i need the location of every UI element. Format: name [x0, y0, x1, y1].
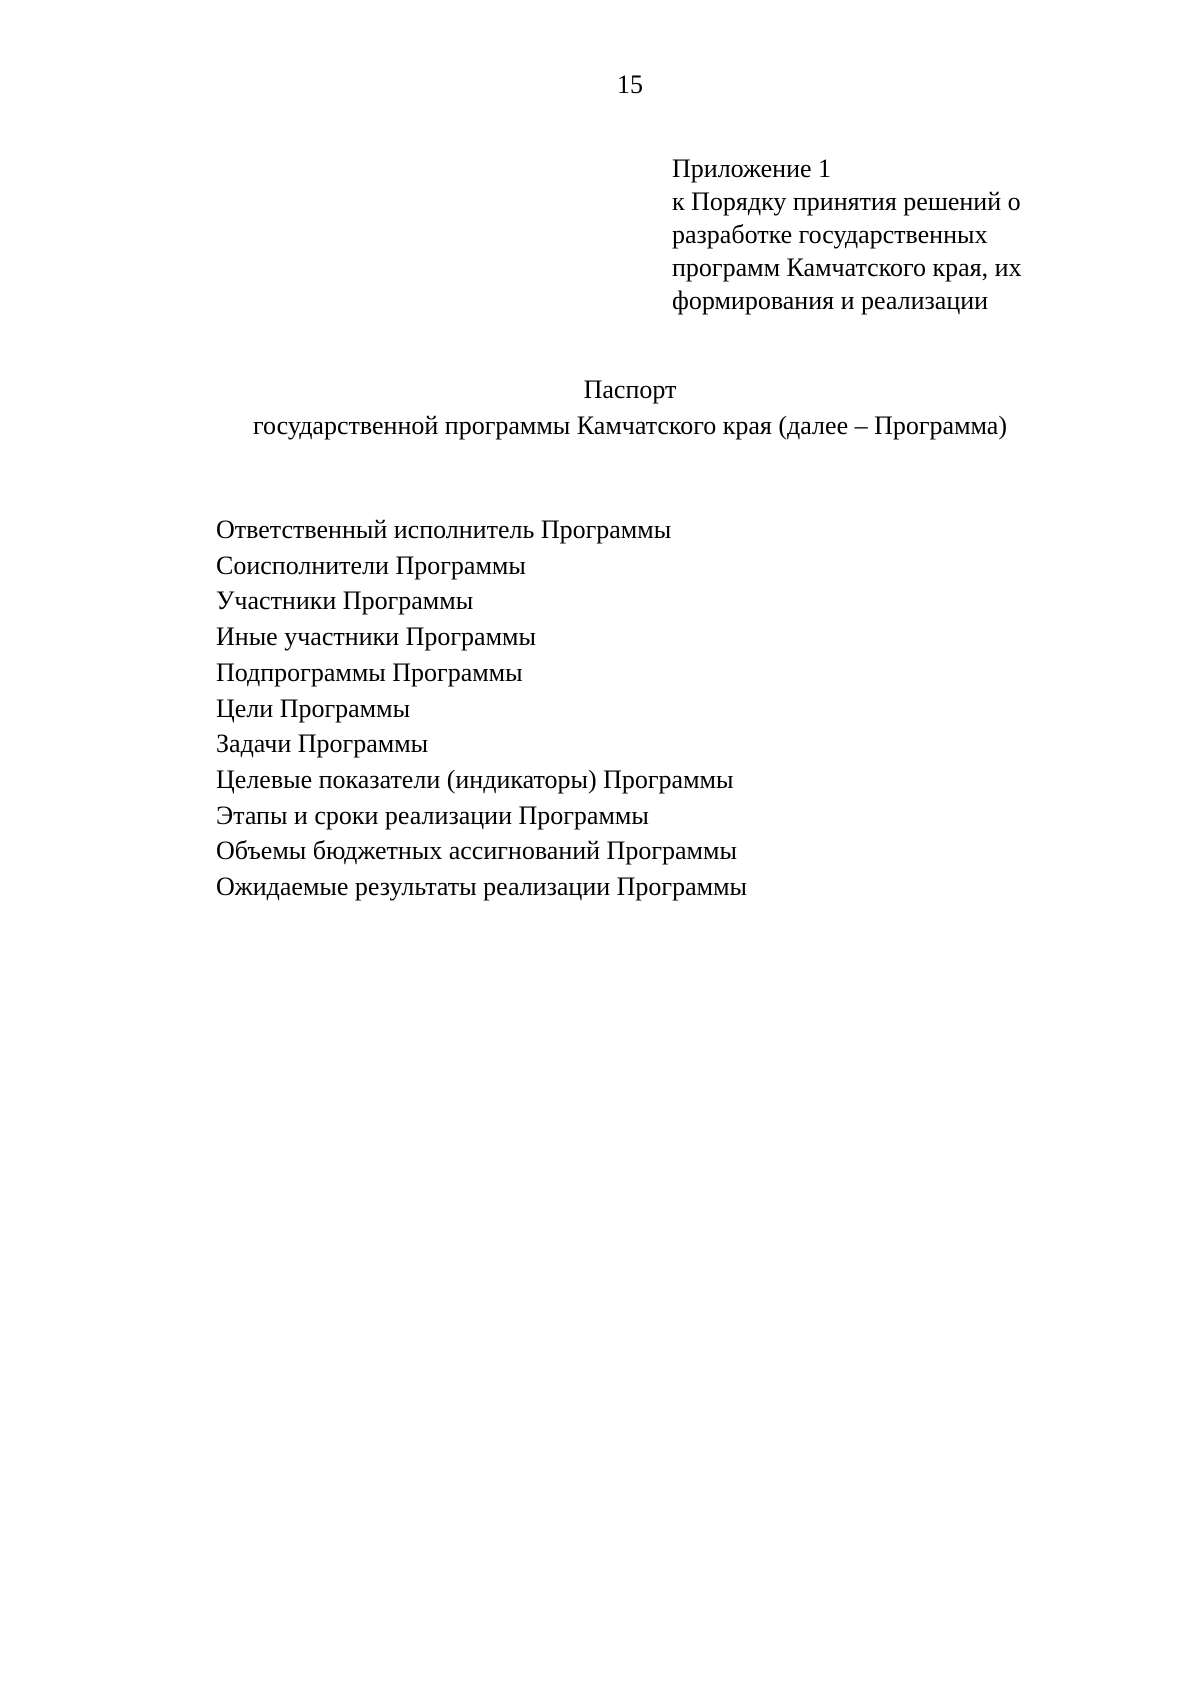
title-line-program: государственной программы Камчатского края (далее – Программа): [252, 411, 1008, 440]
title-line-passport: Паспорт: [583, 375, 677, 404]
appendix-line: разработке государственных: [672, 220, 988, 249]
list-item: Соисполнители Программы: [216, 550, 526, 580]
list-item: Подпрограммы Программы: [216, 657, 523, 687]
list-item: Участники Программы: [216, 586, 474, 616]
list-item: Объемы бюджетных ассигнований Программы: [216, 836, 737, 866]
appendix-line: формирования и реализации: [672, 286, 989, 315]
page-number: 15: [617, 70, 643, 99]
list-item: Ожидаемые результаты реализации Программы: [216, 872, 748, 902]
list-item: Этапы и сроки реализации Программы: [216, 800, 649, 830]
list-item: Задачи Программы: [216, 729, 429, 759]
list-item: Цели Программы: [216, 693, 411, 723]
appendix-line: Приложение 1: [672, 154, 832, 183]
passport-items-list: [216, 512, 1116, 905]
list-item: Ответственный исполнитель Программы: [216, 515, 672, 544]
list-item: Целевые показатели (индикаторы) Программы: [216, 764, 734, 794]
list-item: Иные участники Программы: [216, 622, 536, 652]
appendix-line: программ Камчатского края, их: [672, 253, 1022, 282]
appendix-heading: [672, 152, 1092, 317]
document-title: [0, 372, 1200, 444]
appendix-line: к Порядку принятия решений о: [672, 187, 1021, 216]
